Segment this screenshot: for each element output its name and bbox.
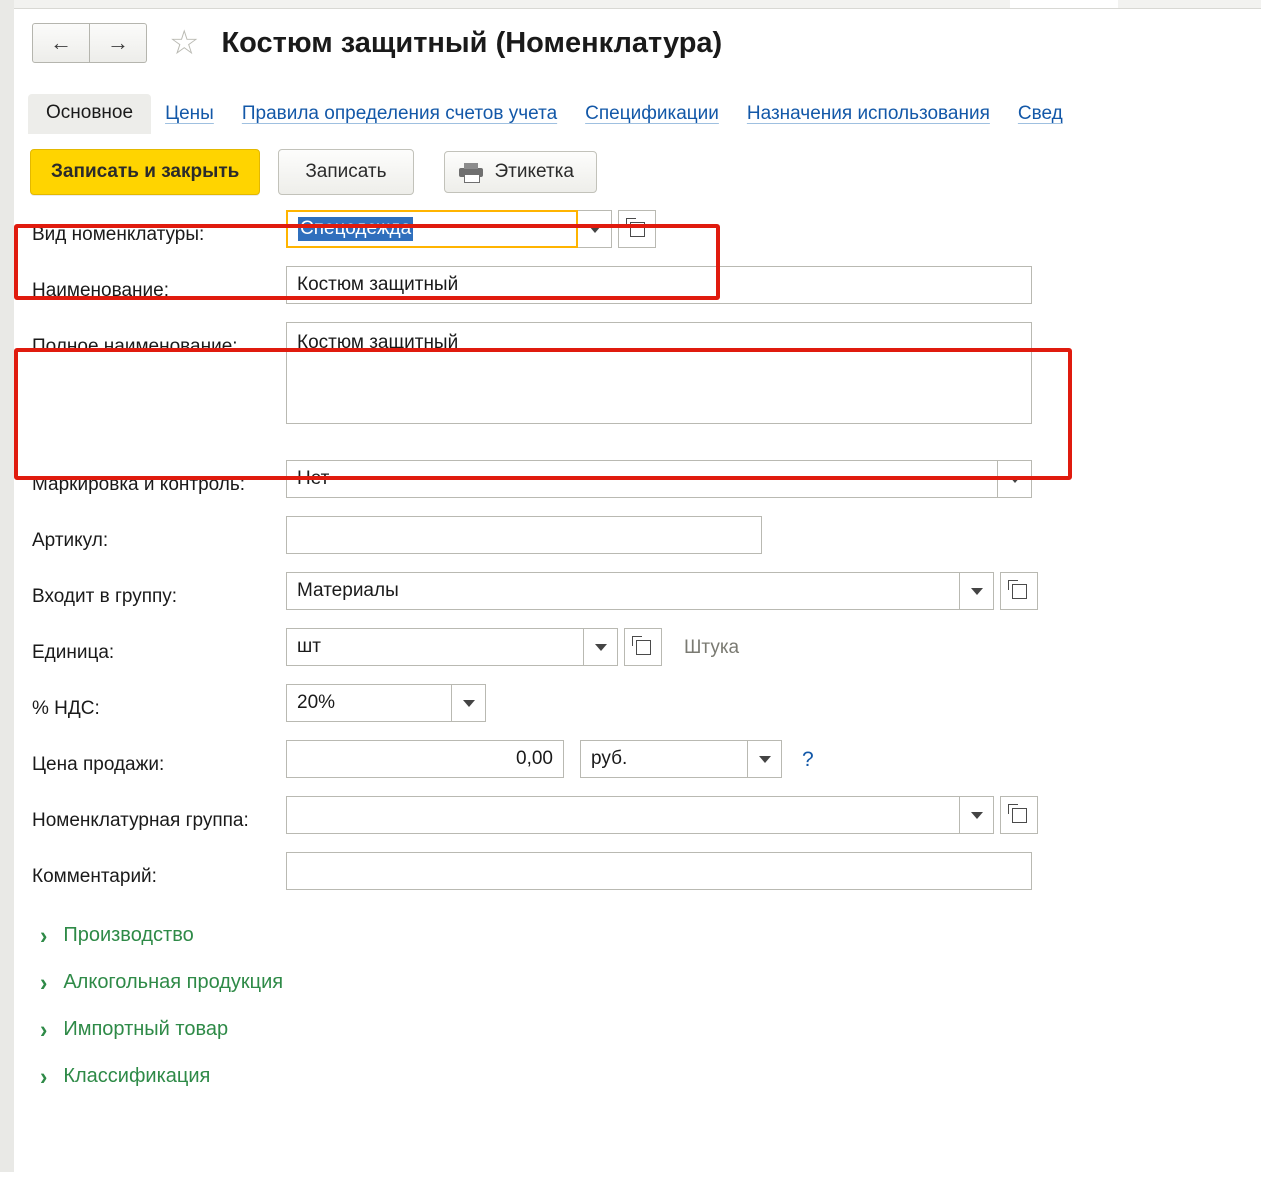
section-importnyy-label: Импортный товар <box>63 1018 229 1040</box>
chevron-down-icon[interactable] <box>584 628 618 666</box>
item-type-input[interactable] <box>286 210 578 248</box>
unit-hint: Штука <box>684 637 740 658</box>
tab-pravila-scheta[interactable]: Правила определения счетов учета <box>241 103 558 124</box>
full-name-value: Костюм защитный <box>297 332 459 353</box>
tab-svedeniya[interactable]: Свед <box>1017 103 1063 124</box>
vat-input[interactable] <box>286 684 452 722</box>
form-row-vat <box>14 684 1261 740</box>
tab-ceny[interactable]: Цены <box>165 103 214 124</box>
item-type-combo[interactable] <box>286 210 656 248</box>
section-klassifikaciya-label: Классификация <box>63 1065 211 1087</box>
printer-icon <box>459 163 483 181</box>
chevron-down-icon[interactable] <box>960 796 994 834</box>
group-input[interactable] <box>286 572 960 610</box>
vat-value: 20% <box>297 692 336 713</box>
chevron-right-icon: › <box>40 968 48 996</box>
question-mark-icon[interactable]: ? <box>802 748 814 771</box>
group-value: Материалы <box>297 580 399 601</box>
name-value: Костюм защитный <box>297 274 459 295</box>
form-row-item-type <box>14 210 1261 266</box>
item-group-label: Номенклатурная группа: <box>32 810 249 831</box>
unit-input[interactable] <box>286 628 584 666</box>
command-bar <box>14 144 1261 200</box>
title-bar <box>14 12 1254 74</box>
item-form <box>14 210 1261 908</box>
unit-combo[interactable] <box>286 628 662 666</box>
section-alkogolnaya-label: Алкогольная продукция <box>63 971 284 993</box>
chevron-down-icon[interactable] <box>578 210 612 248</box>
form-row-unit <box>14 628 1261 684</box>
form-row-article <box>14 516 1261 572</box>
form-row-price <box>14 740 1261 796</box>
marking-value: Нет <box>297 468 330 489</box>
article-input[interactable] <box>286 516 762 554</box>
bottom-gutter <box>0 1172 1261 1200</box>
chevron-right-icon: › <box>40 921 48 949</box>
section-proizvodstvo[interactable] <box>14 912 283 959</box>
arrow-right-icon: → <box>107 30 129 55</box>
currency-combo[interactable] <box>580 740 782 778</box>
form-row-comment <box>14 852 1261 908</box>
item-type-value: Спецодежда <box>300 218 412 239</box>
forward-button[interactable] <box>90 23 147 63</box>
full-name-label: Полное наименование: <box>32 336 238 357</box>
tab-specifikacii[interactable]: Спецификации <box>585 103 719 124</box>
top-tab-stub <box>1010 0 1118 8</box>
open-list-icon[interactable] <box>624 628 662 666</box>
label-button[interactable] <box>444 151 597 193</box>
tab-naznacheniya[interactable]: Назначения использования <box>746 103 990 124</box>
page-title: Костюм защитный (Номенклатура) <box>221 26 723 59</box>
chevron-down-icon[interactable] <box>960 572 994 610</box>
price-input[interactable] <box>286 740 564 778</box>
chevron-right-icon: › <box>40 1062 48 1090</box>
unit-label: Единица: <box>32 642 115 663</box>
form-row-marking <box>14 460 1261 516</box>
item-type-label: Вид номенклатуры: <box>32 224 205 245</box>
left-gutter <box>0 0 14 1200</box>
name-input[interactable] <box>286 266 1032 304</box>
form-row-group <box>14 572 1261 628</box>
marking-label: Маркировка и контроль: <box>32 474 246 495</box>
section-klassifikaciya[interactable] <box>14 1053 283 1100</box>
collapsible-sections <box>14 912 283 1100</box>
full-name-input[interactable] <box>286 322 1032 424</box>
chevron-down-icon[interactable] <box>748 740 782 778</box>
form-row-full-name <box>14 322 1261 446</box>
price-value: 0,00 <box>516 748 553 769</box>
navigation-buttons <box>32 23 147 63</box>
arrow-left-icon: ← <box>50 30 72 55</box>
tab-bar <box>14 92 1261 134</box>
save-button[interactable]: Записать <box>278 149 413 195</box>
save-and-close-button[interactable]: Записать и закрыть <box>30 149 260 195</box>
section-alkogolnaya-produkciya[interactable] <box>14 959 283 1006</box>
form-row-name <box>14 266 1261 322</box>
form-row-item-group <box>14 796 1261 852</box>
label-button-text: Этикетка <box>494 161 574 182</box>
group-combo[interactable] <box>286 572 1038 610</box>
star-icon[interactable]: ☆ <box>169 24 200 62</box>
vat-label: % НДС: <box>32 698 100 719</box>
open-list-icon[interactable] <box>1000 572 1038 610</box>
group-label: Входит в группу: <box>32 586 178 607</box>
section-importnyy-tovar[interactable] <box>14 1006 283 1053</box>
price-label: Цена продажи: <box>32 754 165 775</box>
tab-osnovnoe[interactable]: Основное <box>28 94 151 134</box>
name-label: Наименование: <box>32 280 169 301</box>
open-list-icon[interactable] <box>1000 796 1038 834</box>
marking-input[interactable] <box>286 460 998 498</box>
back-button[interactable] <box>32 23 90 63</box>
comment-label: Комментарий: <box>32 866 157 887</box>
open-list-icon[interactable] <box>618 210 656 248</box>
comment-input[interactable] <box>286 852 1032 890</box>
unit-value: шт <box>297 636 321 657</box>
chevron-down-icon[interactable] <box>998 460 1032 498</box>
currency-input[interactable] <box>580 740 748 778</box>
chevron-right-icon: › <box>40 1015 48 1043</box>
currency-value: руб. <box>591 748 628 769</box>
section-proizvodstvo-label: Производство <box>63 924 194 946</box>
item-group-input[interactable] <box>286 796 960 834</box>
marking-combo[interactable] <box>286 460 1032 498</box>
item-group-combo[interactable] <box>286 796 1038 834</box>
chevron-down-icon[interactable] <box>452 684 486 722</box>
vat-combo[interactable] <box>286 684 486 722</box>
article-label: Артикул: <box>32 530 109 551</box>
